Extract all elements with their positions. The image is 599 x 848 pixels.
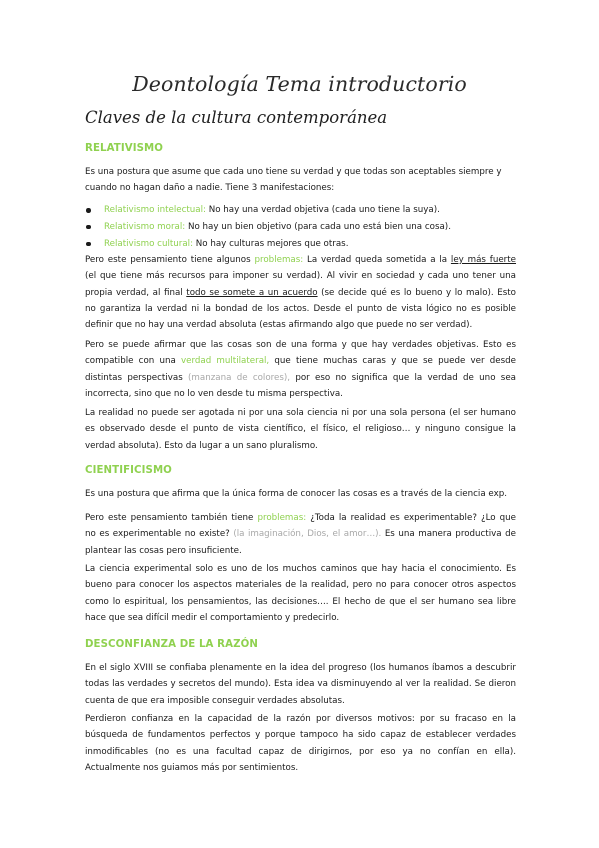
section-heading-cientificismo: CIENTIFICISMO — [85, 465, 172, 476]
text-run: Pero este pensamiento también tiene — [85, 513, 258, 523]
text-line: definir que no hay una verdad absoluta (estas afirmando algo que puede no ser verdad). — [85, 320, 473, 331]
text-line: no garantiza la verdad ni la bondad de los actos. Desde el punto de vista lógico no es posible — [85, 303, 516, 314]
text-line: bueno para conocer los aspectos materiales de la realidad, pero no para conocer otros aspectos — [85, 580, 516, 591]
text-line: inmodificables (no es una facultad capaz de dirigirnos, por eso ya no confían en ella). — [85, 746, 516, 757]
text-line: Perdieron confianza en la capacidad de la razón por diversos motivos: por su fracaso en la — [85, 714, 516, 724]
cientificismo-problems-paragraph — [85, 510, 516, 559]
relativismo-problems-paragraph — [85, 252, 516, 333]
bullet-text: No hay un bien objetivo (para cada uno está bien una cosa). — [185, 221, 451, 232]
text-line — [85, 285, 516, 301]
text-line: Es una postura que asume que cada uno tiene su verdad y que todas son aceptables siempre y — [85, 167, 502, 177]
text-line: hace que sea difícil medir el comportamiento y predecirlo. — [85, 612, 340, 623]
list-item — [85, 236, 516, 253]
bullet-label: Relativismo cultural: — [104, 238, 194, 249]
cientificismo-ciencia-paragraph — [85, 561, 516, 626]
text-run: por eso no significa que la verdad de uno sea — [290, 372, 516, 383]
underlined-text: todo se somete a un acuerdo — [186, 287, 318, 298]
document-subtitle: Claves de la cultura contemporánea — [85, 108, 388, 127]
list-item — [85, 219, 516, 236]
text-run: compatible con una — [85, 356, 181, 367]
bullet-text: No hay culturas mejores que otras. — [193, 238, 349, 249]
list-item — [85, 202, 516, 219]
text-line: como lo espiritual, los pensamientos, las decisiones…. El hecho de que el ser humano sea libre — [85, 596, 516, 607]
relativismo-pluralismo-paragraph — [85, 405, 516, 454]
text-line: Actualmente nos guiamos más por sentimientos. — [85, 762, 299, 773]
text-run: distintas perspectivas — [85, 372, 189, 383]
text-line: plantear las cosas pero insuficiente. — [85, 545, 242, 556]
text-run: que tiene muchas caras y que se puede ver desde — [269, 356, 516, 367]
section-heading-desconfianza: DESCONFIANZA DE LA RAZÓN — [85, 639, 258, 650]
text-line — [85, 353, 516, 369]
text-run: (se decide qué es lo bueno y lo malo). Esto — [317, 287, 516, 298]
text-line: cuando no hagan daño a nadie. Tiene 3 manifestaciones: — [85, 183, 335, 194]
text-run: propia verdad, al final — [85, 287, 187, 298]
text-line — [85, 526, 516, 542]
text-line: verdad absoluta). Esto da lugar a un sano pluralismo. — [85, 440, 318, 451]
text-line — [85, 252, 516, 268]
bullet-icon — [86, 225, 91, 230]
text-line: búsqueda de fundamentos perfectos y porque tampoco ha sido capaz de establecer verdades — [85, 730, 516, 741]
text-line: Es una postura que afirma que la única forma de conocer las cosas es a través de la ciencia exp. — [85, 489, 508, 499]
highlight-problemas: problemas: — [254, 255, 304, 265]
text-line: La ciencia experimental solo es uno de los muchos caminos que hay hacia el conocimiento. Es — [85, 564, 516, 574]
desconfianza-progreso-paragraph — [85, 660, 516, 709]
text-line — [85, 370, 516, 386]
relativismo-manifestations-list — [85, 202, 516, 252]
bullet-label: Relativismo intelectual: — [104, 205, 206, 215]
cientificismo-intro-paragraph — [85, 486, 516, 502]
text-run: no es experimentable no existe? — [85, 529, 234, 540]
text-line: incorrecta, sino que no lo ven desde tu misma perspectiva. — [85, 388, 343, 399]
text-run: La verdad queda sometida a la — [303, 255, 451, 265]
muted-example: (manzana de colores), — [188, 372, 291, 383]
text-line: (el que tiene más recursos para imponer su verdad). Al vivir en sociedad y cada uno tener una — [85, 271, 516, 282]
document-title: Deontología Tema introductorio — [132, 72, 467, 96]
highlight-verdad-multilateral: verdad multilateral, — [180, 356, 270, 367]
bullet-label: Relativismo moral: — [104, 221, 186, 232]
text-run: Es una manera productiva de — [381, 529, 516, 540]
text-run: Pero este pensamiento tiene algunos — [85, 255, 255, 265]
desconfianza-razon-paragraph — [85, 711, 516, 776]
bullet-icon — [86, 208, 91, 213]
text-line: La realidad no puede ser agotada ni por una sola ciencia ni por una sola persona (el ser humano — [85, 408, 516, 418]
relativismo-intro-paragraph — [85, 164, 516, 197]
text-line — [85, 510, 516, 526]
bullet-icon — [86, 242, 91, 247]
text-run: ¿Toda la realidad es experimentable? ¿Lo que — [306, 513, 516, 523]
text-line: es observado desde el punto de vista científico, el físico, el religioso… y ninguno consigue la — [85, 424, 516, 435]
text-line: Pero se puede afirmar que las cosas son de una forma y que hay verdades objetivas. Esto es — [85, 340, 516, 350]
text-line: cuenta de que era imposible conseguir verdades absolutas. — [85, 695, 345, 706]
highlight-problemas: problemas: — [257, 513, 307, 523]
text-line: En el siglo XVIII se confiaba plenamente en la idea del progreso (los humanos íbamos a descubrir — [85, 663, 516, 673]
section-heading-relativismo: RELATIVISMO — [85, 143, 164, 154]
relativismo-multilateral-paragraph — [85, 337, 516, 402]
muted-example: (la imaginación, Dios, el amor…). — [233, 529, 382, 540]
bullet-text: No hay una verdad objetiva (cada uno tiene la suya). — [205, 205, 440, 215]
underlined-text: ley más fuerte — [450, 255, 517, 265]
text-line: todas las verdades y secretos del mundo). Esta idea va disminuyendo al ver la realidad. Se dieron — [85, 679, 516, 690]
